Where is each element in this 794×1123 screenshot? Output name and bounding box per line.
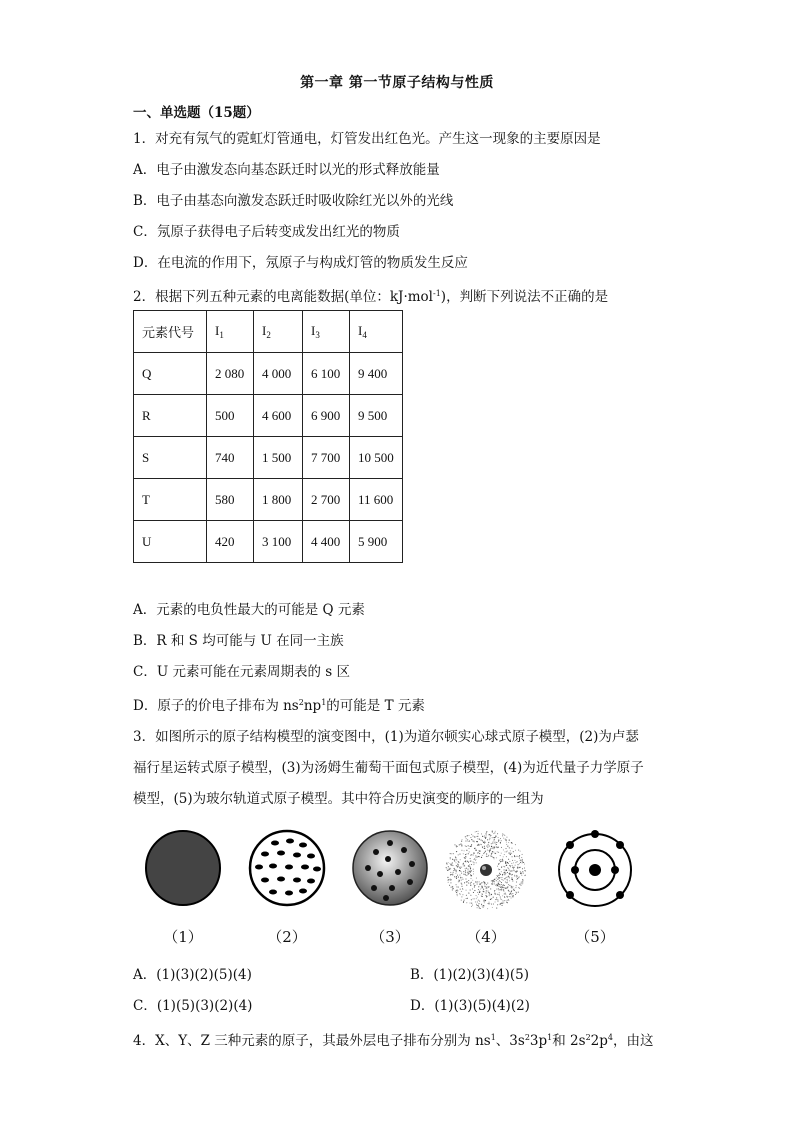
header-cell: $I_2$ <box>254 311 303 353</box>
q2-stem-part-a: 2．根据下列五种元素的电离能数据(单位：kJ·mol <box>133 289 433 305</box>
dalton-model-figure <box>143 828 223 908</box>
q2-stem <box>133 284 608 307</box>
quantum-model-figure <box>444 828 528 912</box>
q2-option-a[interactable]: A．元素的电负性最大的可能是 Q 元素 <box>133 602 365 618</box>
figure-label-5: （5） <box>575 928 615 946</box>
table-cell: 4 400 <box>303 521 350 563</box>
header-cell: $I_4$ <box>350 311 403 353</box>
table-cell: 3 100 <box>254 521 303 563</box>
table-cell: 500 <box>207 395 254 437</box>
q1-option-a[interactable]: A．电子由激发态向基态跃迁时以光的形式释放能量 <box>133 162 440 178</box>
figure-label-3: （3） <box>370 928 410 946</box>
table-cell: 4 600 <box>254 395 303 437</box>
q1-option-d[interactable]: D．在电流的作用下，氖原子与构成灯管的物质发生反应 <box>133 255 468 271</box>
figure-label-4: （4） <box>466 928 506 946</box>
table-cell: 4 000 <box>254 353 303 395</box>
q2-option-b[interactable]: B．R 和 S 均可能与 U 在同一主族 <box>133 633 344 649</box>
section-heading: 一、单选题（15题） <box>133 105 260 121</box>
table-cell: 7 700 <box>303 437 350 479</box>
table-cell: 1 800 <box>254 479 303 521</box>
table-cell: U <box>134 521 207 563</box>
q3-option-b[interactable]: B．(1)(2)(3)(4)(5) <box>410 967 530 983</box>
q2-option-d[interactable]: D．原子的价电子排布为 $ns^2np^1$的可能是 T 元素 <box>133 698 425 714</box>
table-cell: 740 <box>207 437 254 479</box>
table-cell: 11 600 <box>350 479 403 521</box>
table-cell: 2 080 <box>207 353 254 395</box>
q4-stem: 4．X、Y、Z 三种元素的原子，其最外层电子排布分别为 $ns^1$、$3s^23p^1$和 $2s^22p^4$，由这 <box>133 1033 654 1049</box>
table-cell: R <box>134 395 207 437</box>
table-cell: 6 100 <box>303 353 350 395</box>
table-cell: S <box>134 437 207 479</box>
table-cell: 1 500 <box>254 437 303 479</box>
table-cell: Q <box>134 353 207 395</box>
q2-option-c[interactable]: C．U 元素可能在元素周期表的 s 区 <box>133 664 351 680</box>
page-title: 第一章 第一节原子结构与性质 <box>300 75 494 91</box>
figure-label-1: （1） <box>163 928 203 946</box>
figure-label-2: （2） <box>267 928 307 946</box>
table-cell: 2 700 <box>303 479 350 521</box>
table-row <box>134 395 403 437</box>
q3-option-c[interactable]: C．(1)(5)(3)(2)(4) <box>133 998 253 1014</box>
bohr-model-figure <box>553 828 637 912</box>
table-cell: 580 <box>207 479 254 521</box>
ionization-energy-table <box>133 310 403 563</box>
header-cell: $I_1$ <box>207 311 254 353</box>
table-header-row <box>134 311 403 353</box>
table-cell: T <box>134 479 207 521</box>
table-cell: 5 900 <box>350 521 403 563</box>
q1-option-c[interactable]: C．氖原子获得电子后转变成发出红光的物质 <box>133 224 400 240</box>
q1-option-b[interactable]: B．电子由基态向激发态跃迁时吸收除红光以外的光线 <box>133 193 454 209</box>
q3-stem-line2: 福行星运转式原子模型，(3)为汤姆生葡萄干面包式原子模型，(4)为近代量子力学原子 <box>133 760 644 776</box>
thomson-model-figure <box>350 828 430 908</box>
q3-option-d[interactable]: D．(1)(3)(5)(4)(2) <box>410 998 530 1014</box>
q3-stem-line1: 3．如图所示的原子结构模型的演变图中，(1)为道尔顿实心球式原子模型，(2)为卢瑟 <box>133 729 639 745</box>
table-row <box>134 353 403 395</box>
table-row <box>134 521 403 563</box>
header-cell: 元素代号 <box>134 311 207 353</box>
q3-stem-line3: 模型，(5)为玻尔轨道式原子模型。其中符合历史演变的顺序的一组为 <box>133 791 544 807</box>
table-row <box>134 437 403 479</box>
q1-stem: 1．对充有氖气的霓虹灯管通电，灯管发出红色光。产生这一现象的主要原因是 <box>133 131 601 147</box>
header-cell: $I_3$ <box>303 311 350 353</box>
q3-option-a[interactable]: A．(1)(3)(2)(5)(4) <box>133 967 252 983</box>
q2-stem-sup: -1 <box>433 289 441 298</box>
table-cell: 6 900 <box>303 395 350 437</box>
table-cell: 9 500 <box>350 395 403 437</box>
table-row <box>134 479 403 521</box>
q2-stem-part-b: )，判断下列说法不正确的是 <box>440 289 609 305</box>
table-cell: 10 500 <box>350 437 403 479</box>
table-cell: 420 <box>207 521 254 563</box>
table-cell: 9 400 <box>350 353 403 395</box>
rutherford-model-figure <box>245 828 329 908</box>
